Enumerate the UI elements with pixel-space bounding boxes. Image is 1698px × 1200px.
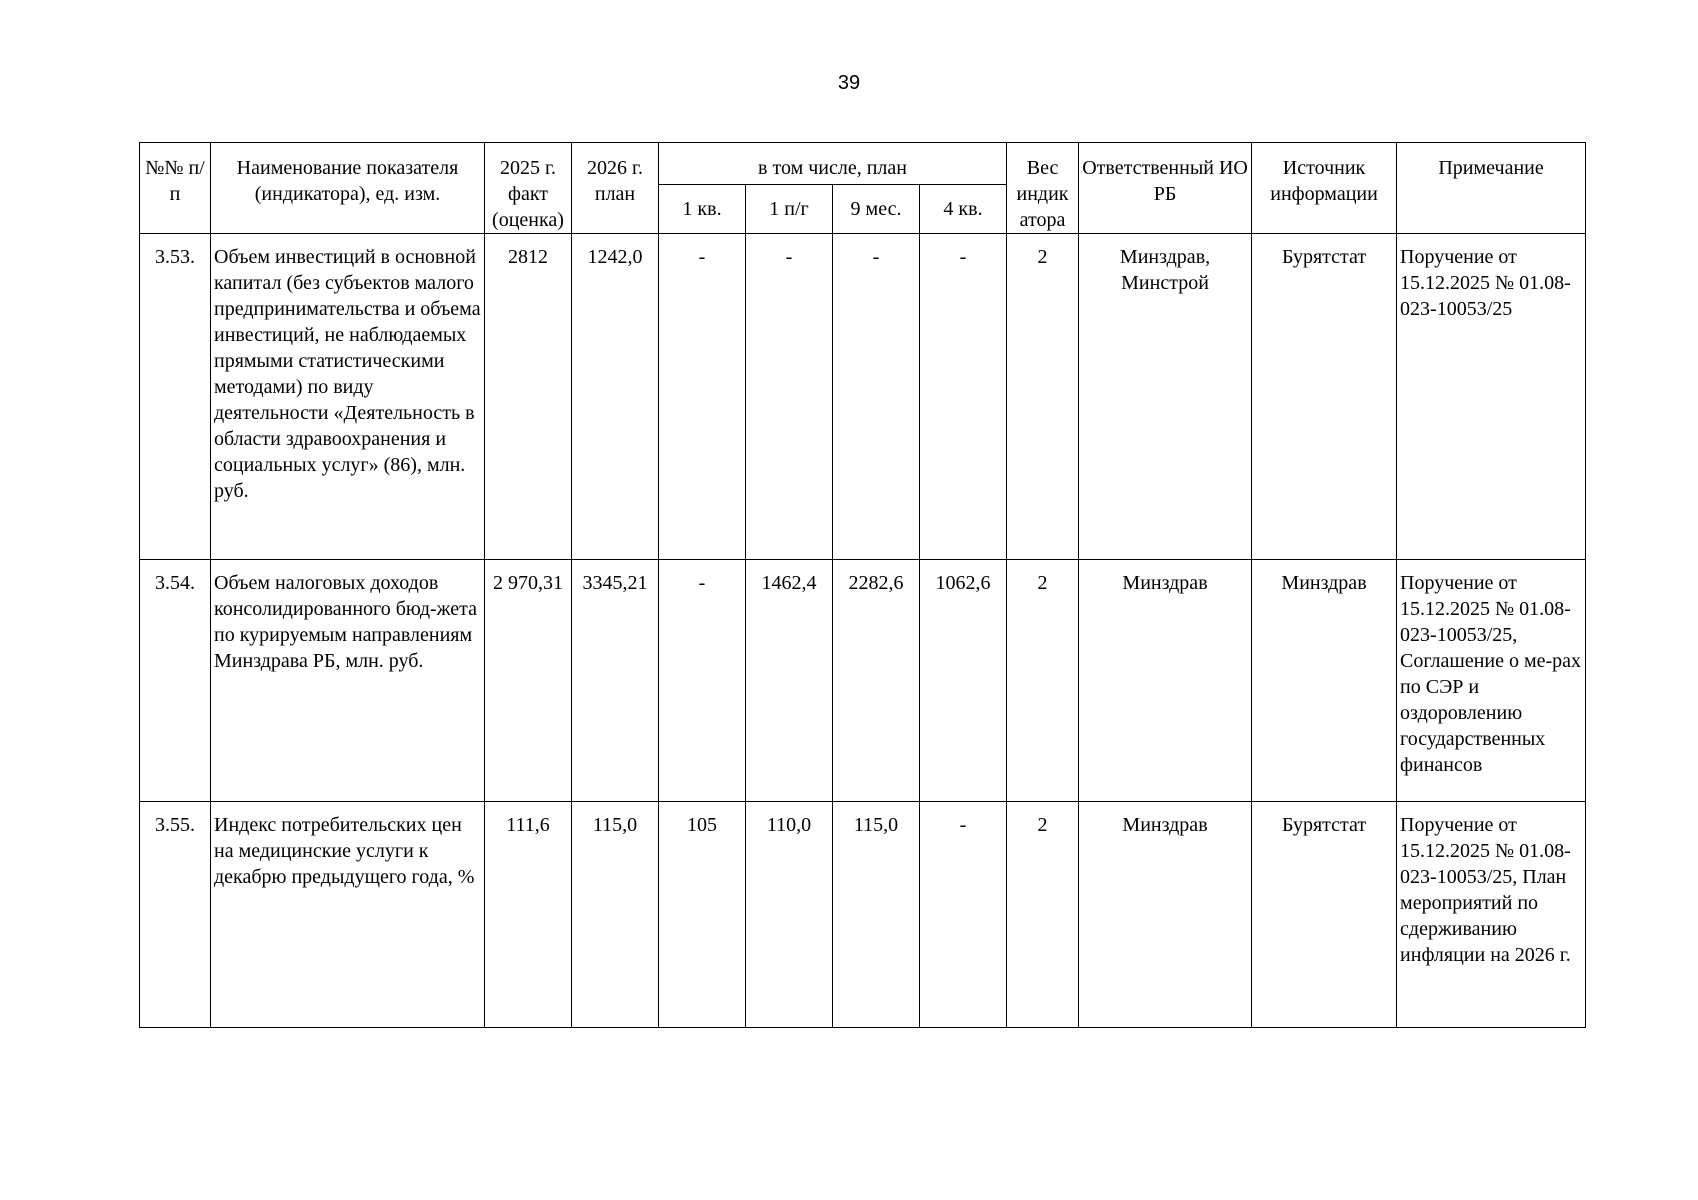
- cell-num: 3.55.: [140, 802, 211, 1028]
- header-h1: 1 п/г: [746, 185, 833, 234]
- header-q4: 4 кв.: [920, 185, 1007, 234]
- cell-plan-2026: 1242,0: [572, 234, 659, 560]
- cell-responsible: Минздрав: [1079, 802, 1252, 1028]
- cell-responsible: Минздрав, Минстрой: [1079, 234, 1252, 560]
- cell-note: Поручение от 15.12.2025 № 01.08-023-10053/25: [1397, 234, 1586, 560]
- cell-h1: 1462,4: [746, 560, 833, 802]
- cell-weight: 2: [1007, 802, 1079, 1028]
- cell-weight: 2: [1007, 560, 1079, 802]
- cell-fact-2025: 2 970,31: [485, 560, 572, 802]
- header-fact-2025: 2025 г. факт (оценка): [485, 143, 572, 234]
- cell-9m: 115,0: [833, 802, 920, 1028]
- cell-q1: -: [659, 234, 746, 560]
- header-including-plan: в том числе, план: [659, 143, 1007, 185]
- table-row: [140, 560, 1586, 802]
- header-q1: 1 кв.: [659, 185, 746, 234]
- cell-q4: -: [920, 802, 1007, 1028]
- table-row: [140, 802, 1586, 1028]
- header-source: Источник информации: [1252, 143, 1397, 234]
- cell-name: Объем налоговых доходов консолидированного бюд-жета по курируемым направлениям Минздрава РБ, млн. руб.: [211, 560, 485, 802]
- header-num: №№ п/п: [140, 143, 211, 234]
- cell-q1: 105: [659, 802, 746, 1028]
- header-plan-2026: 2026 г. план: [572, 143, 659, 234]
- header-9m: 9 мес.: [833, 185, 920, 234]
- cell-q1: -: [659, 560, 746, 802]
- cell-fact-2025: 2812: [485, 234, 572, 560]
- table-header-row: [140, 143, 1586, 185]
- cell-note: Поручение от 15.12.2025 № 01.08-023-10053/25, Соглашение о ме-рах по СЭР и оздоровлению государственных финансов: [1397, 560, 1586, 802]
- page-number: 39: [837, 72, 861, 94]
- cell-plan-2026: 115,0: [572, 802, 659, 1028]
- cell-q4: 1062,6: [920, 560, 1007, 802]
- cell-responsible: Минздрав: [1079, 560, 1252, 802]
- cell-num: 3.53.: [140, 234, 211, 560]
- cell-num: 3.54.: [140, 560, 211, 802]
- header-note: Примечание: [1397, 143, 1586, 234]
- cell-name: Индекс потребительских цен на медицинские услуги к декабрю предыдущего года, %: [211, 802, 485, 1028]
- cell-note: Поручение от 15.12.2025 № 01.08-023-10053/25, План мероприятий по сдерживанию инфляции на 2026 г.: [1397, 802, 1586, 1028]
- cell-h1: 110,0: [746, 802, 833, 1028]
- cell-9m: 2282,6: [833, 560, 920, 802]
- header-responsible: Ответственный ИО РБ: [1079, 143, 1252, 234]
- cell-fact-2025: 111,6: [485, 802, 572, 1028]
- indicators-table: [139, 142, 1586, 1028]
- table-row: [140, 234, 1586, 560]
- cell-source: Бурятстат: [1252, 802, 1397, 1028]
- cell-source: Минздрав: [1252, 560, 1397, 802]
- cell-source: Бурятстат: [1252, 234, 1397, 560]
- cell-9m: -: [833, 234, 920, 560]
- cell-name: Объем инвестиций в основной капитал (без субъектов малого предпринимательства и объема инвестиций, не наблюдаемых прямыми статистическими методами) по виду деятельности «Деятельность в области здравоохранения и социальных услуг» (86), млн. руб.: [211, 234, 485, 560]
- header-name: Наименование показателя (индикатора), ед. изм.: [211, 143, 485, 234]
- cell-q4: -: [920, 234, 1007, 560]
- header-weight: Вес индик атора: [1007, 143, 1079, 234]
- cell-weight: 2: [1007, 234, 1079, 560]
- cell-h1: -: [746, 234, 833, 560]
- cell-plan-2026: 3345,21: [572, 560, 659, 802]
